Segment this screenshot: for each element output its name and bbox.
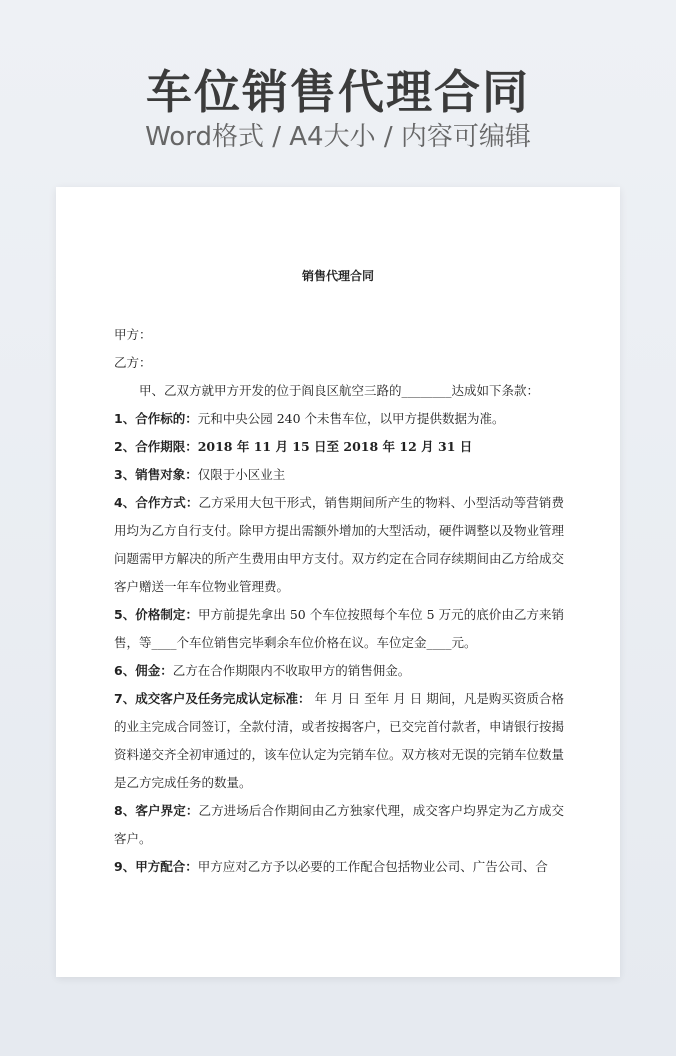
- clause-heading: 合作方式：: [135, 495, 199, 510]
- document-page: [56, 187, 620, 977]
- clause-heading: 合作期限：: [135, 439, 198, 454]
- clause-heading: 价格制定：: [135, 607, 199, 622]
- clause-number: 8、: [114, 803, 136, 818]
- clause-8: [114, 797, 564, 853]
- clause-7: [114, 685, 564, 797]
- clause-3: [114, 461, 564, 489]
- clause-text: 甲方应对乙方予以必要的工作配合包括物业公司、广告公司、合: [197, 859, 548, 874]
- clause-number: 5、: [114, 607, 136, 622]
- clause-6: [114, 657, 564, 685]
- party-b-line: 乙方：: [114, 355, 152, 370]
- clause-text: 年 月 日 至年 月 日 期间，凡是购买资质合格的业主完成合同签订，全款付清，或者按揭客户，已交完首付款者，申请银行按揭资料递交齐全初审通过的，该车位认定为完销车位。双方核对无误的完销车位数量是乙方完成任务的数量。: [114, 691, 565, 790]
- clause-number: 4、: [114, 495, 136, 510]
- clause-2: [114, 433, 564, 461]
- clause-text: 乙方采用大包干形式，销售期间所产生的物料、小型活动等营销费用均为乙方自行支付。除甲方提出需额外增加的大型活动，硬件调整以及物业管理问题需甲方解决的所产生费用由甲方支付。双方约定在合同存续期间由乙方给成交客户赠送一年车位物业管理费。: [114, 495, 565, 594]
- clause-number: 9、: [114, 859, 136, 874]
- clause-heading: 合作标的：: [135, 411, 198, 426]
- clause-text: 2018 年 11 月 15 日至 2018 年 12 月 31 日: [197, 439, 473, 454]
- clause-text: 元和中央公园 240 个未售车位，以甲方提供数据为准。: [197, 411, 505, 426]
- clause-4: [114, 489, 564, 601]
- document-title: 销售代理合同: [301, 269, 374, 283]
- clause-text: 乙方在合作期限内不收取甲方的销售佣金。: [172, 663, 411, 678]
- clause-heading: 成交客户及任务完成认定标准：: [135, 691, 311, 706]
- clause-number: 1、: [114, 411, 136, 426]
- clause-5: [114, 601, 564, 657]
- clause-number: 6、: [114, 663, 136, 678]
- clause-heading: 销售对象：: [135, 467, 198, 482]
- banner-subtitle: Word格式 / A4大小 / 内容可编辑: [145, 122, 531, 152]
- intro-paragraph: 甲、乙双方就甲方开发的位于阎良区航空三路的________达成如下条款：: [139, 383, 540, 398]
- clause-number: 2、: [114, 439, 136, 454]
- banner-title: 车位销售代理合同: [146, 65, 530, 119]
- clause-text: 乙方进场后合作期间由乙方独家代理，成交客户均界定为乙方成交客户。: [114, 803, 564, 846]
- clause-number: 3、: [114, 467, 136, 482]
- party-a-line: 甲方：: [114, 327, 152, 342]
- clause-heading: 客户界定：: [135, 803, 199, 818]
- clause-number: 7、: [114, 691, 136, 706]
- clause-heading: 佣金：: [135, 663, 173, 678]
- clause-heading: 甲方配合：: [135, 859, 198, 874]
- clause-text: 甲方前提先拿出 50 个车位按照每个车位 5 万元的底价由乙方来销售，等____个车位销售完毕剩余车位价格在议。车位定金____元。: [114, 607, 564, 650]
- clause-text: 仅限于小区业主: [197, 467, 286, 482]
- clause-1: [114, 405, 564, 433]
- clause-9: [114, 853, 564, 881]
- document-body: [114, 321, 564, 881]
